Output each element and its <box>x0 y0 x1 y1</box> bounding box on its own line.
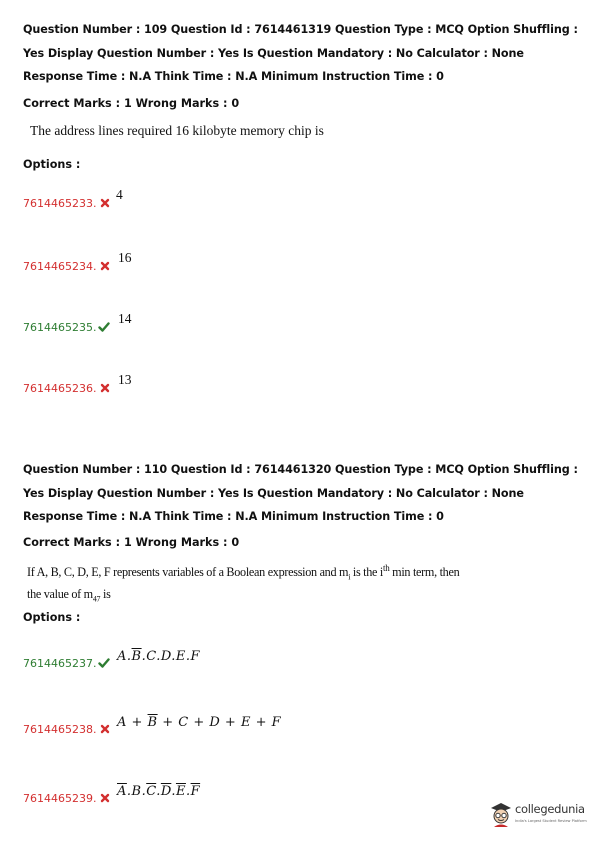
question-110-options-label: Options : <box>23 611 81 624</box>
question-109-text: The address lines required 16 kilobyte memory chip is <box>30 123 324 138</box>
option-expression: $A.\overline{B}.C.D.E.F$ <box>117 649 201 664</box>
logo-name: collegedunia <box>515 802 585 816</box>
question-110-meta: Question Number : 110 Question Id : 7614461320 Question Type : MCQ Option Shuffling : Yes Display Question Number : Yes Is Question Mandatory : No Calculator : None Response Time : N.A Think Time : N.A Minimum Instruction Time : 0 <box>23 463 578 523</box>
option-value: 16 <box>118 250 132 265</box>
question-110-marks: Correct Marks : 1 Wrong Marks : 0 <box>23 536 240 549</box>
question-109-marks: Correct Marks : 1 Wrong Marks : 0 <box>23 97 240 110</box>
cross-icon <box>99 260 111 272</box>
option-id: 7614465234. <box>23 260 97 273</box>
question-109-options-label: Options : <box>23 158 81 171</box>
option-expression: $A + \overline{B} + C + D + E + F$ <box>117 715 282 730</box>
option-id: 7614465233. <box>23 197 97 210</box>
option-id: 7614465238. <box>23 723 97 736</box>
student-mascot-icon <box>489 800 513 828</box>
option-id: 7614465237. <box>23 657 97 670</box>
option-value: 4 <box>116 187 123 202</box>
option-id: 7614465236. <box>23 382 97 395</box>
option-value: 13 <box>118 372 132 387</box>
cross-icon <box>99 197 111 209</box>
option-id: 7614465235. <box>23 321 97 334</box>
question-110-text: If A, B, C, D, E, F represents variables of a Boolean expression and $m_i$ is the $i^{th}$ min term, then the value of $m_{47}$ is <box>27 563 460 603</box>
check-icon <box>98 321 110 333</box>
collegedunia-logo <box>489 798 589 832</box>
question-109-meta: Question Number : 109 Question Id : 7614461319 Question Type : MCQ Option Shuffling : Yes Display Question Number : Yes Is Question Mandatory : No Calculator : None Response Time : N.A Think Time : N.A Minimum Instruction Time : 0 <box>23 23 578 83</box>
cross-icon <box>99 792 111 804</box>
logo-tagline: India's Largest Student Review Platform <box>515 819 587 823</box>
cross-icon <box>99 382 111 394</box>
option-id: 7614465239. <box>23 792 97 805</box>
cross-icon <box>99 723 111 735</box>
option-expression: $\overline{A}.B.\overline{C}.\overline{D}.\overline{E}.\overline{F}$ <box>117 784 201 799</box>
option-value: 14 <box>118 311 132 326</box>
check-icon <box>98 657 110 669</box>
